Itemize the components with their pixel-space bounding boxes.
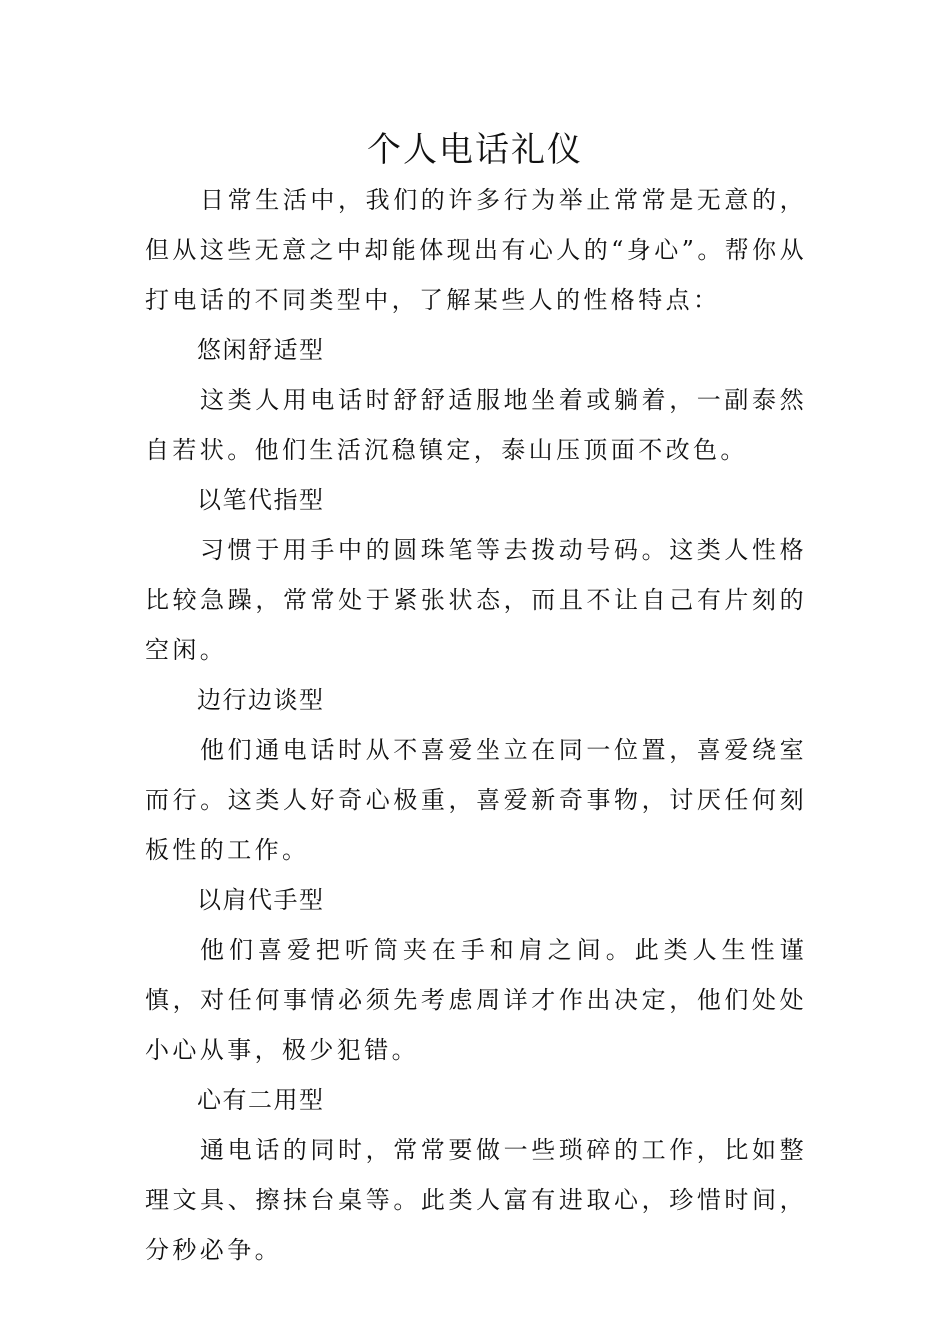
intro-paragraph: 日常生活中，我们的许多行为举止常常是无意的，但从这些无意之中却能体现出有心人的“身心”。帮你从打电话的不同类型中，了解某些人的性格特点： [145,186,807,314]
section-paragraph: 通电话的同时，常常要做一些琐碎的工作，比如整理文具、擦抹台桌等。此类人富有进取心，珍惜时间，分秒必争。 [145,1136,807,1264]
section-heading: 心有二用型 [197,1086,325,1114]
section-heading: 边行边谈型 [197,686,325,714]
section-paragraph: 他们喜爱把听筒夹在手和肩之间。此类人生性谨慎，对任何事情必须先考虑周详才作出决定，他们处处小心从事，极少犯错。 [145,936,807,1064]
section-paragraph: 习惯于用手中的圆珠笔等去拨动号码。这类人性格比较急躁，常常处于紧张状态，而且不让自己有片刻的空闲。 [145,536,807,664]
document-body [145,175,807,1275]
section-heading: 悠闲舒适型 [197,336,325,364]
document-title: 个人电话礼仪 [367,130,583,170]
section-heading: 以笔代指型 [197,486,325,514]
section-heading: 以肩代手型 [197,886,325,914]
section-paragraph: 这类人用电话时舒舒适服地坐着或躺着，一副泰然自若状。他们生活沉稳镇定，泰山压顶面不改色。 [145,386,807,464]
section-paragraph: 他们通电话时从不喜爱坐立在同一位置，喜爱绕室而行。这类人好奇心极重，喜爱新奇事物，讨厌任何刻板性的工作。 [145,736,807,864]
